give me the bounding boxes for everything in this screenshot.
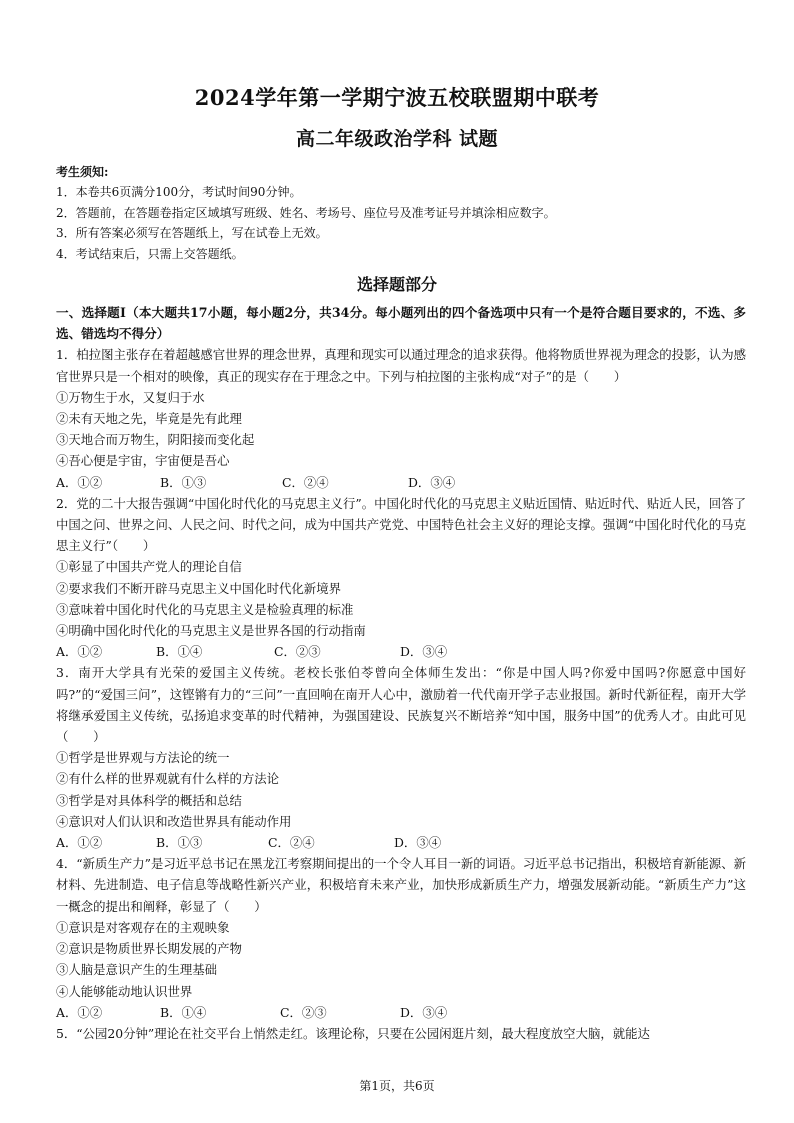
question-stem: 3．南开大学具有光荣的爱国主义传统。老校长张伯苓曾向全体师生发出：“你是中国人吗?你爱中国吗?你愿意中国好吗?”的“爱国三问”，这铿锵有力的“三问”一直回响在南开人心中，激励着一代代南开学子志业报国。新时代新征程，南开大学将继承爱国主义传统，弘扬追求变革的时代精神，为强国建设、民族复兴不断培养“知中国，服务中国”的优秀人才。由此可见（ ） xyxy=(56,665,746,745)
question-option: ②未有天地之先，毕竟是先有此理 xyxy=(56,411,242,427)
choice-b: B．①③ xyxy=(156,835,203,851)
exam-subtitle: 高二年级政治学科 试题 xyxy=(295,128,499,150)
question-option: ①彰显了中国共产党人的理论自信 xyxy=(56,559,242,575)
choice-c: C．②③ xyxy=(280,1004,327,1020)
answer-choices xyxy=(56,832,746,853)
question-option: ②有什么样的世界观就有什么样的方法论 xyxy=(56,771,280,787)
notice-heading: 考生须知: xyxy=(56,165,109,179)
question-stem: 1．柏拉图主张存在着超越感官世界的理念世界，真理和现实可以通过理念的追求获得。他将物质世界视为理念的投影，认为感官世界只是一个相对的映像，真正的现实存在于理念之中。下列与柏拉图的主张构成“对子”的是（ ） xyxy=(56,347,746,384)
notice-item: 1．本卷共6页满分100分，考试时间90分钟。 xyxy=(56,185,302,199)
choice-d: D．③④ xyxy=(408,474,456,490)
notice-item: 3．所有答案必须写在答题纸上，写在试卷上无效。 xyxy=(56,226,328,240)
answer-choices xyxy=(56,472,746,493)
choice-a: A．①② xyxy=(56,1004,103,1020)
question-option: ②意识是物质世界长期发展的产物 xyxy=(56,941,242,957)
exam-title: 2024学年第一学期宁波五校联盟期中联考 xyxy=(194,85,600,110)
answer-choices xyxy=(56,641,746,662)
choice-b: B．①④ xyxy=(156,644,203,660)
question-stem: 2．党的二十大报告强调“中国化时代化的马克思主义行”。中国化时代化的马克思主义贴近国情、贴近时代、贴近人民，回答了中国之问、世界之问、人民之问、时代之问，成为中国共产党党、中国特色社会主义好的理论支撑。强调“中国化时代化的马克思主义行”（ ） xyxy=(56,495,746,554)
choice-a: A．①② xyxy=(56,835,103,851)
choice-a: A．①② xyxy=(56,644,103,660)
question-option: ④明确中国化时代化的马克思主义是世界各国的行动指南 xyxy=(56,623,366,639)
choice-d: D．③④ xyxy=(400,644,448,660)
question-option: ②要求我们不断开辟马克思主义中国化时代化新境界 xyxy=(56,580,341,596)
choice-a: A．①② xyxy=(56,474,103,490)
question-body xyxy=(56,302,746,1044)
page-footer: 第1页，共6页 xyxy=(359,1079,435,1093)
choice-c: C．②④ xyxy=(282,474,329,490)
notice-item: 2．答题前，在答题卷指定区域填写班级、姓名、考场号、座位号及准考证号并填涂相应数字。 xyxy=(56,205,556,220)
question-option: ①哲学是世界观与方法论的统一 xyxy=(56,750,230,766)
question-option: ④意识对人们认识和改造世界具有能动作用 xyxy=(56,813,292,829)
question-option: ③天地合而万物生，阴阳接而变化起 xyxy=(56,432,255,448)
question-option: ③哲学是对具体科学的概括和总结 xyxy=(56,792,242,808)
question-option: ①意识是对客观存在的主观映象 xyxy=(56,919,230,935)
part-heading: 一、选择题Ⅰ（本大题共17小题，每小题2分，共34分。每小题列出的四个备选项中只有一个是符合题目要求的，不选、多选、错选均不得分） xyxy=(56,305,746,342)
choice-b: B．①③ xyxy=(160,474,207,490)
choice-c: C．②④ xyxy=(268,835,315,851)
question-option: ①万物生于水，又复归于水 xyxy=(56,389,205,405)
question-option: ③意味着中国化时代化的马克思主义是检验真理的标准 xyxy=(56,601,354,617)
question-stem: 5．“公园20分钟”理论在社交平台上悄然走红。该理论称，只要在公园闲逛片刻，最大程度放空大脑，就能达 xyxy=(56,1025,650,1041)
choice-d: D．③④ xyxy=(394,835,442,851)
answer-choices xyxy=(56,1002,746,1023)
choice-d: D．③④ xyxy=(400,1004,448,1020)
section-title: 选择题部分 xyxy=(356,275,437,294)
question-option: ④吾心便是宇宙，宇宙便是吾心 xyxy=(56,453,230,469)
choice-c: C．②③ xyxy=(274,644,321,660)
choice-b: B．①④ xyxy=(160,1004,207,1020)
question-option: ④人能够能动地认识世界 xyxy=(56,983,193,999)
question-stem: 4．“新质生产力”是习近平总书记在黑龙江考察期间提出的一个令人耳目一新的词语。习近平总书记指出，积极培育新能源、新材料、先进制造、电子信息等战略性新兴产业，积极培育未来产业，加快形成新质生产力，增强发展新动能。“新质生产力”这一概念的提出和阐释，彰显了（ ） xyxy=(56,856,746,914)
notice-item: 4．考试结束后，只需上交答题纸。 xyxy=(56,246,244,261)
candidate-notice xyxy=(56,162,746,264)
question-option: ③人脑是意识产生的生理基础 xyxy=(56,962,218,978)
